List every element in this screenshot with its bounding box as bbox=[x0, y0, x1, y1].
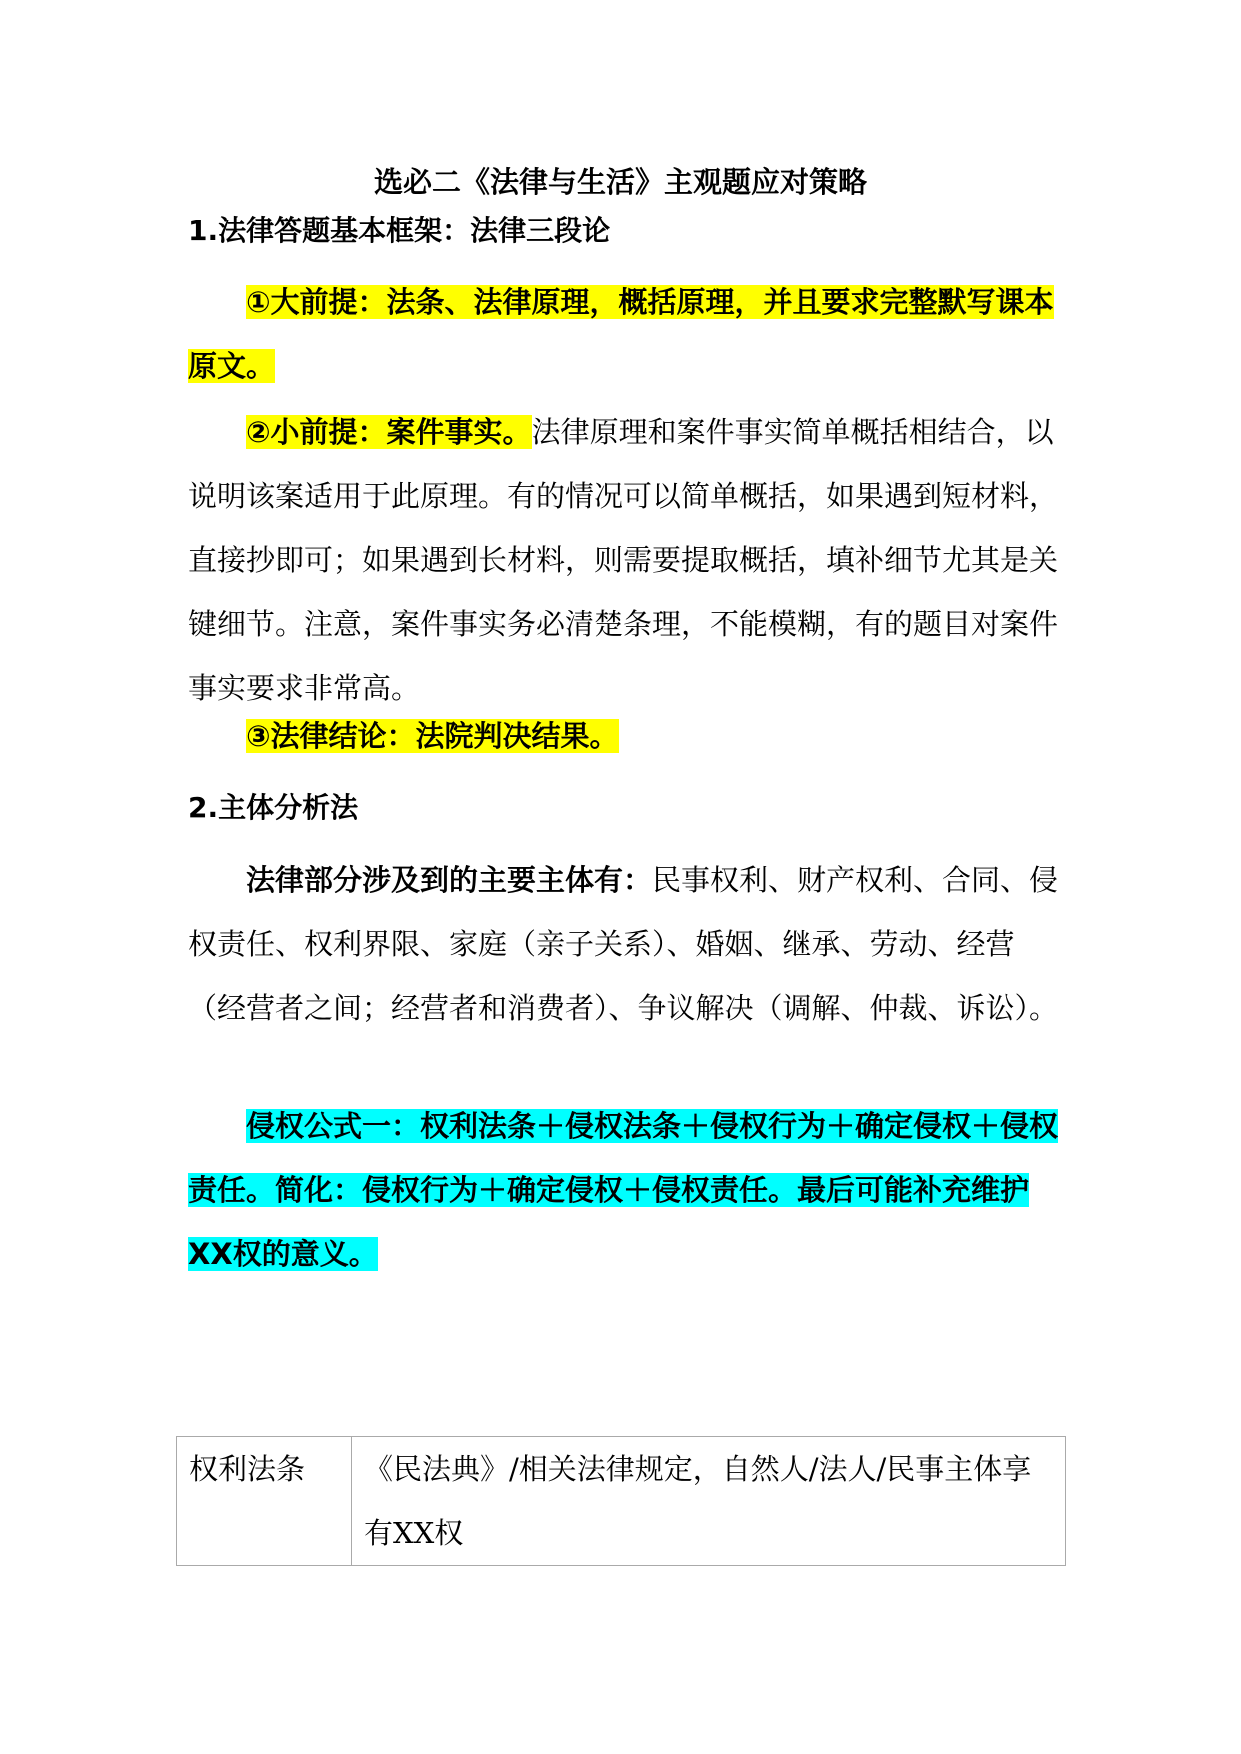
table-cell-label: 权利法条 bbox=[177, 1437, 352, 1566]
document-title: 选必二《法律与生活》主观题应对策略 bbox=[373, 165, 867, 199]
tort-formula-paragraph bbox=[188, 1094, 1068, 1286]
legal-conclusion-paragraph bbox=[188, 704, 1068, 768]
table-row bbox=[177, 1437, 1066, 1566]
subjects-text: 民事权利、财产权利、合同、侵权责任、权利界限、家庭（亲子关系）、婚姻、继承、劳动、经营（经营者之间；经营者和消费者）、争议解决（调解、仲裁、诉讼）。 bbox=[188, 863, 1059, 1025]
table-cell-content: 《民法典》/相关法律规定，自然人/法人/民事主体享有XX权 bbox=[352, 1437, 1066, 1566]
minor-premise-text: 法律原理和案件事实简单概括相结合，以说明该案适用于此原理。有的情况可以简单概括，如果遇到短材料，直接抄即可；如果遇到长材料，则需要提取概括，填补细节尤其是关键细节。注意，案件事实务必清楚条理，不能模糊，有的题目对案件事实要求非常高。 bbox=[188, 415, 1059, 705]
major-premise-paragraph bbox=[188, 270, 1068, 398]
tort-formula-table bbox=[176, 1436, 1066, 1566]
minor-premise-label: ②小前提：案件事实。 bbox=[246, 415, 532, 449]
subjects-label: 法律部分涉及到的主要主体有： bbox=[246, 863, 653, 897]
section-1-heading: 1.法律答题基本框架：法律三段论 bbox=[188, 214, 611, 247]
tort-formula-text: 侵权公式一：权利法条＋侵权法条＋侵权行为＋确定侵权＋侵权责任。简化：侵权行为＋确定侵权＋侵权责任。最后可能补充维护XX权的意义。 bbox=[188, 1109, 1059, 1271]
legal-conclusion-text: ③法律结论：法院判决结果。 bbox=[246, 719, 619, 753]
major-premise-text: ①大前提：法条、法律原理，概括原理，并且要求完整默写课本原文。 bbox=[188, 285, 1054, 383]
minor-premise-paragraph bbox=[188, 400, 1068, 720]
subjects-paragraph bbox=[188, 848, 1068, 1040]
section-2-heading: 2.主体分析法 bbox=[188, 791, 359, 824]
